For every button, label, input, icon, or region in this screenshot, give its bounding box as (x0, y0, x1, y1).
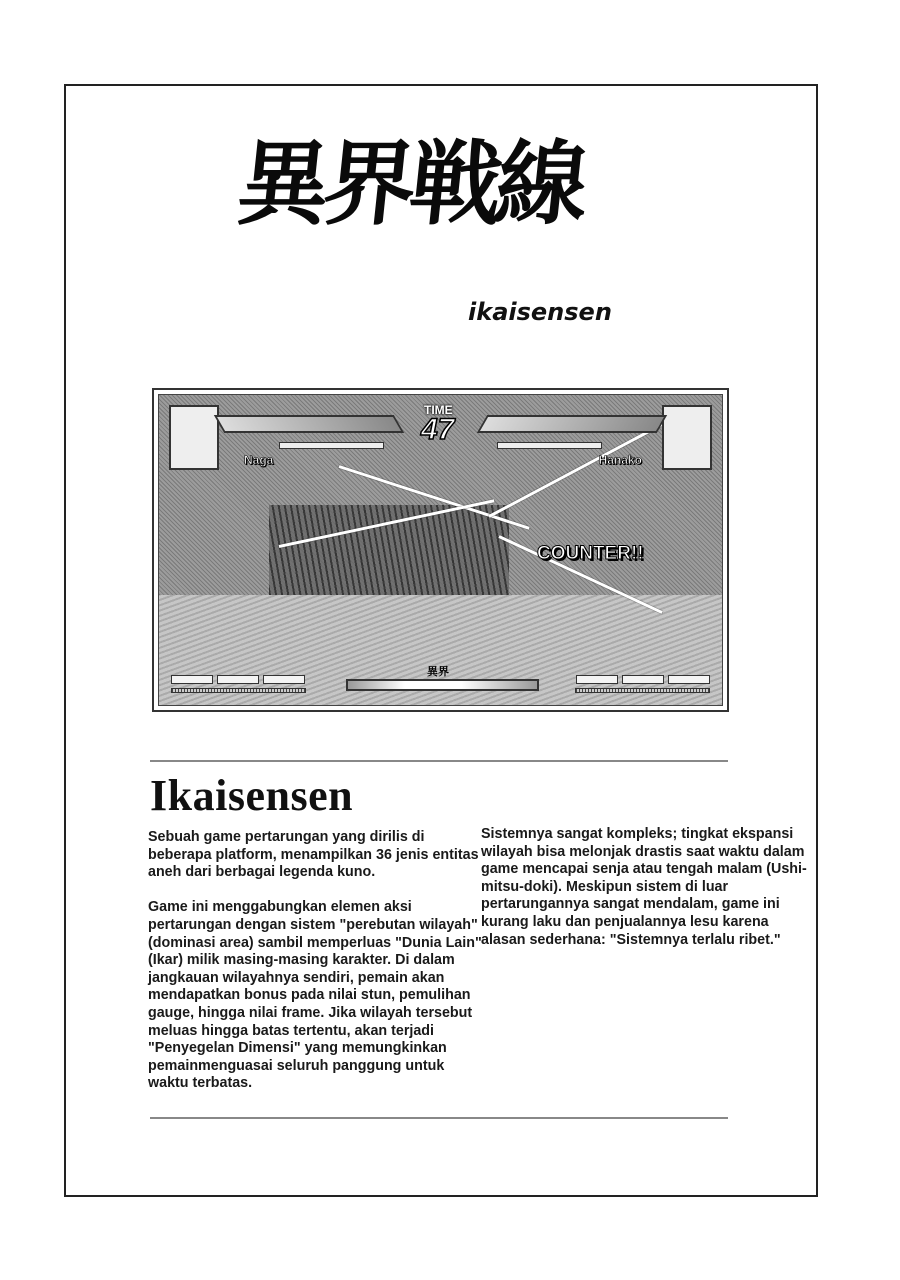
article-title: Ikaisensen (150, 771, 354, 820)
player2-stock-2 (622, 675, 664, 684)
left-column (148, 829, 483, 1111)
player2-health-bar (477, 415, 667, 433)
territory-gauge (346, 679, 539, 691)
player2-portrait (662, 405, 712, 470)
player1-name: Naga (244, 453, 274, 467)
paragraph: Sebuah game pertarungan yang dirilis di beberapa platform, menampilkan 36 jenis entitas aneh dari berbagai legenda kuno. (148, 829, 479, 881)
player1-sub-gauge (279, 442, 384, 449)
top-divider (150, 760, 728, 762)
logo-roman-text: ikaisensen (468, 298, 612, 326)
game-screenshot-illustration (152, 388, 729, 712)
player2-stock-3 (668, 675, 710, 684)
time-label: TIME (424, 403, 453, 417)
player2-name: Hanako (598, 453, 642, 467)
time-value: 47 (421, 413, 455, 446)
paragraph: Sistemnya sangat kompleks; tingkat ekspansi wilayah bisa melonjak drastis saat waktu dalam game mencapai senja atau tengah malam (Ushi-mitsu-doki). Meskipun sistem di luar pertarungannya sangat mendalam, game ini kurang laku dan penjualannya lesu karena alasan sederhana: "Sistemnya terlalu ribet." (481, 826, 807, 948)
logo-kanji: 異界戦線 (232, 130, 588, 238)
background-grass (269, 505, 509, 595)
speed-line (488, 421, 666, 518)
player1-stock-3 (263, 675, 305, 684)
right-column (481, 826, 816, 967)
player1-portrait (169, 405, 219, 470)
title-logo (228, 128, 628, 363)
bottom-divider (150, 1117, 728, 1119)
player1-health-bar (214, 415, 404, 433)
territory-label: 異界 (427, 666, 449, 678)
player2-stock-1 (576, 675, 618, 684)
player2-meter (575, 688, 710, 693)
player1-meter (171, 688, 306, 693)
paragraph: Game ini menggabungkan elemen aksi pertarungan dengan sistem "perebutan wilayah" (dominasi area) sambil memperluas "Dunia Lain" (Ikar) milik masing-masing karakter. Di dalam jangkauan wilayahnya sendiri, pemain akan mendapatkan bonus pada nilai stun, pemulihan gauge, hingga nilai frame. Jika wilayah tersebut meluas hingga batas tertentu, akan terjadi "Penyegelan Dimensi" yang memungkinkan pemainmenguasai seluruh panggung untuk waktu terbatas. (148, 899, 482, 1092)
counter-text: COUNTER!! (537, 543, 644, 564)
fight-scene (158, 394, 723, 706)
player1-stock-1 (171, 675, 213, 684)
player1-stock-2 (217, 675, 259, 684)
player2-sub-gauge (497, 442, 602, 449)
